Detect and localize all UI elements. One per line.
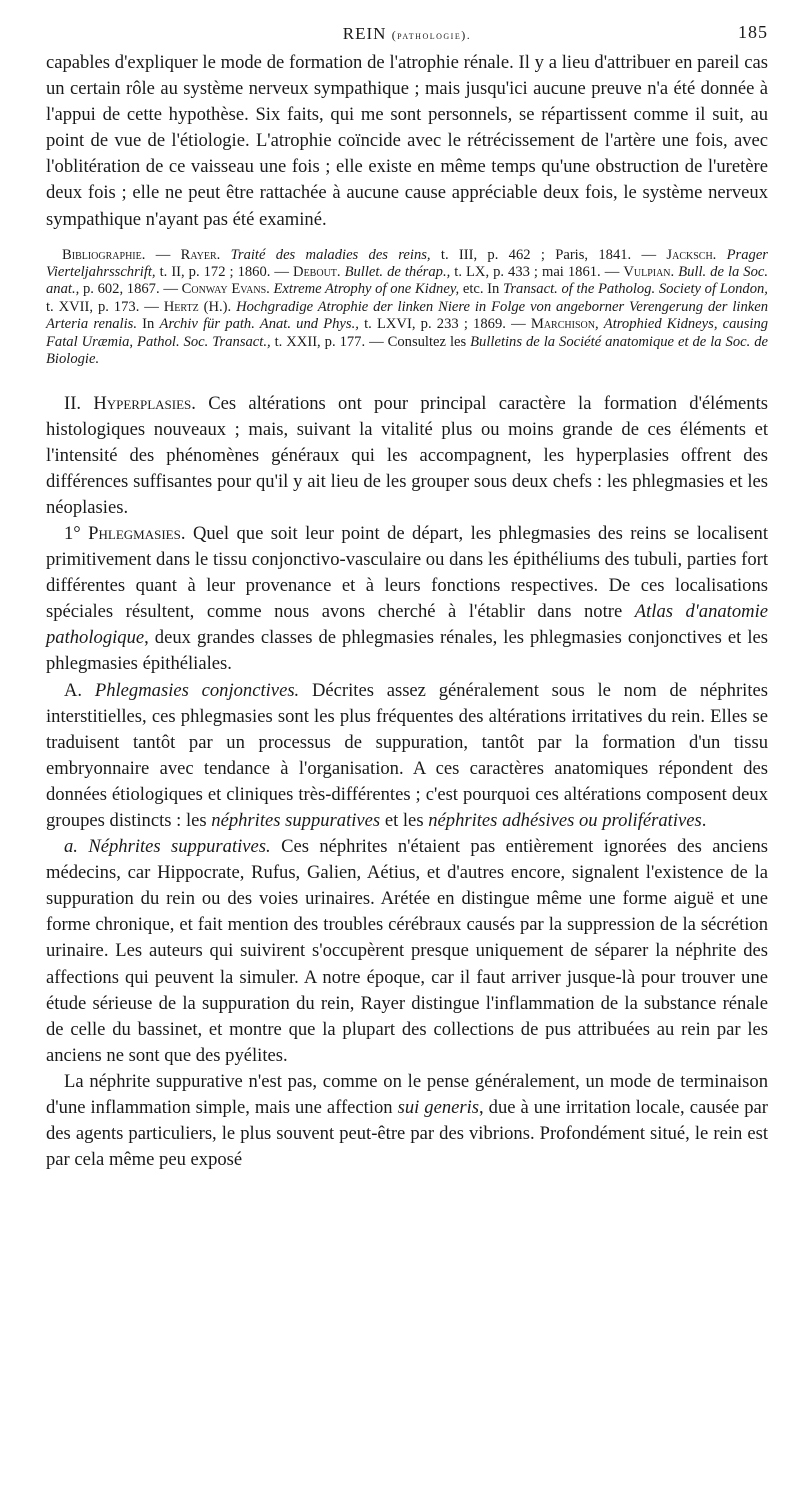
page-number: 185 <box>738 22 768 42</box>
biblio-author-5: Conway Evans. <box>181 281 270 298</box>
biblio-ref-1: t. III, p. 462 ; Paris, 1841. — <box>440 246 657 263</box>
biblio-author-7: Marchison, <box>530 316 599 333</box>
biblio-ref-7: t. XXII, p. 177. — Consultez les <box>274 333 467 350</box>
nephrites-text: Ces néphrites n'étaient pas entièrement ignorées des anciens médecins, car Hippocrate, Rufus, Galien, Aétius, et d'autres encore, signalent l'existence de la suppuration du rein ou des voies urinaires. Arétée en distingue même une forme aiguë et une forme chronique, et fait mention des troubles cérébraux causés par la suppression de la sécrétion urinaire. Les auteurs qui suivirent s'occupèrent presque uniquement de séparer la néphrite des affections qui peuvent la simuler. A notre époque, car il faut arriver jusque-là pour trouver une étude sérieuse de la suppuration du rein, Rayer distingue l'inflammation de la substance rénale de celle du bassinet, et montre que la plupart des collections de pus attribuées au rein par les anciens ne sont que des pyélites. <box>46 836 768 1066</box>
section-phlegmasies-conjonctives <box>46 678 768 835</box>
subsection-text-2: , deux grandes classes de phlegmasies rénales, les phlegmasies conjonctives et les phlegmasies épithéliales. <box>46 627 768 675</box>
biblio-title-4: Bull. de la Soc. anat., <box>46 264 769 298</box>
biblio-ref-3: t. LX, p. 433 ; mai 1861. — <box>454 264 620 281</box>
running-title <box>46 24 768 44</box>
biblio-ref-4: p. 602, 1867. — <box>82 281 178 298</box>
biblio-author-4: Vulpian. <box>623 264 675 281</box>
biblio-ref-6b: t. LXVI, p. 233 ; 1869. — <box>364 316 526 333</box>
biblio-title-2: Prager Vierteljahrsschrift, <box>46 246 768 281</box>
subsection-heading: Phlegmasies. <box>88 522 186 544</box>
biblio-title-6: Hochgradige Atrophie der linken Niere in Folge von angeborner Verengerung der linken Arteria renalis. <box>46 298 768 333</box>
biblio-label: Bibliographie. <box>62 246 146 263</box>
section-number: II. <box>64 392 82 414</box>
page <box>46 20 768 1173</box>
biblio-title-6b: Archiv für path. Anat. und Phys., <box>159 316 359 333</box>
subsection-heading-conjonctives: Phlegmasies conjonctives. <box>94 679 300 701</box>
biblio-author-2: Jacksch. <box>666 246 717 263</box>
running-title-sub: (pathologie). <box>391 28 472 42</box>
biblio-author-3: Debout. <box>293 264 341 281</box>
term-suppuratives: néphrites suppuratives <box>211 810 381 831</box>
subsection-text-1: Quel que soit leur point de départ, les phlegmasies des reins se localisent primitivement dans le tissu conjonctivo-vasculaire ou dans les épithéliums des tubuli, parties fort différentes quant à leur provenance et à leurs fonctions respectives. De ces localisations spéciales résultent, comme nous avons cherché à l'établir dans notre <box>46 522 768 623</box>
bibliography: Bibliographie. — Rayer. Traité des maladies des reins, t. III, p. 462 ; Paris, 1841. — Jacksch. Prager Vierteljahrsschrift, t. II, p. 172 ; 1860. — Debout. Bullet. de thérap., t. LX, p. 433 ; mai 1861. — Vulpian. Bull. de la Soc. anat., p. 602, 1867. — Conway Evans. Extreme Atrophy of one Kidney, etc. In Transact. of the Patholog. Society of London, t. XVII, p. 173. — Hertz (H.). Hochgradige Atrophie der linken Niere in Folge von angeborner Verengerung der linken Arteria renalis. In Archiv für path. Anat. und Phys., t. LXVI, p. 233 ; 1869. — Marchison, Atrophied Kidneys, causing Fatal Uræmia, Pathol. Soc. Transact., t. XXII, p. 177. — Consultez les Bulletins de la Société anatomique et de la Soc. de Biologie. <box>46 246 769 368</box>
conjonctives-text: Décrites assez généralement sous le nom de néphrites interstitielles, ces phlegmasies sont les plus fréquentes des altérations irritatives du rein. Elles se traduisent tantôt par un processus de suppuration, tantôt par la formation d'un tissu embryonnaire avec tendance à l'organisation. A ces caractères anatomiques répondent des données étiologiques et cliniques très-différentes ; c'est pourquoi ces altérations composent deux groupes distincts : les <box>46 679 768 831</box>
section-phlegmasies <box>46 521 768 678</box>
section-nephrites-suppuratives <box>46 834 768 1069</box>
paragraph-final <box>46 1069 768 1173</box>
conjonctives-end: . <box>701 810 707 831</box>
subsection-letter: A. <box>64 679 83 701</box>
running-title-main: REIN <box>342 24 387 43</box>
biblio-title-3: Bullet. de thérap., <box>344 264 451 281</box>
section-heading: Hyperplasies. <box>93 392 196 414</box>
biblio-title-5b: Transact. of the Patholog. Society of London, <box>503 281 768 298</box>
biblio-ref-5: etc. In <box>462 281 500 298</box>
final-text-1: La néphrite suppurative n'est pas, comme on le pense généralement, un mode de terminaison d'une inflammation simple, mais une affection <box>46 1070 768 1119</box>
term-adhesives: néphrites adhésives ou prolifératives <box>428 810 702 831</box>
biblio-author-6: Hertz (H.). <box>163 298 232 315</box>
biblio-title-1: Traité des maladies des reins, <box>230 246 431 263</box>
final-text-2: , due à une irritation locale, causée par des agents particuliers, le plus souvent peut-être par des vibrions. Profondément situé, le rein est par cela même peu exposé <box>46 1097 768 1171</box>
atlas-title: Atlas d'anatomie pathologique <box>46 601 768 649</box>
biblio-title-5: Extreme Atrophy of one Kidney, <box>273 281 460 298</box>
biblio-ref-6: In <box>142 316 155 333</box>
sub-heading-nephrites: Néphrites suppuratives. <box>88 836 271 858</box>
biblio-title-7: Atrophied Kidneys, causing Fatal Uræmia, Pathol. Soc. Transact., <box>46 316 769 350</box>
conjonctives-mid: et les <box>384 810 424 831</box>
sub-letter: a. <box>64 836 78 858</box>
section-text: Ces altérations ont pour principal caractère la formation d'éléments histologiques nouveaux ; mais, suivant la vitalité plus ou moins grande de ces éléments et l'intensité des phénomènes généraux qui les accompagnent, les hyperplasies offrent des différences suffisantes pour qu'il y ait lieu de les grouper sous deux chefs : les phlegmasies et les néoplasies. <box>46 392 769 518</box>
section-hyperplasies <box>46 391 768 521</box>
subsection-number: 1° <box>64 522 81 544</box>
running-head <box>46 20 768 50</box>
paragraph-atrophy: capables d'expliquer le mode de formation de l'atrophie rénale. Il y a lieu d'attribuer en pareil cas un certain rôle au système nerveux sympathique ; mais jusqu'ici aucune preuve n'a été donnée à l'appui de cette hypothèse. Six faits, qui me sont personnels, se répartissent comme il suit, au point de vue de l'étiologie. L'atrophie coïncide avec le rétrécissement de l'artère une fois, avec l'oblitération de ce vaisseau une fois ; elle existe en même temps qu'une obstruction de l'uretère deux fois ; elle ne peut être rattachée à aucune cause appréciable deux fois, le système nerveux sympathique n'ayant pas été examiné. <box>46 52 768 230</box>
term-sui-generis: sui generis <box>397 1097 480 1119</box>
biblio-author-1: Rayer. <box>180 246 221 263</box>
biblio-ref-5b: t. XVII, p. 173. — <box>46 298 159 315</box>
biblio-title-7b: Bulletins de la Société anatomique et de la Soc. de Biologie. <box>46 333 768 368</box>
biblio-ref-2: t. II, p. 172 ; 1860. — <box>159 264 290 281</box>
